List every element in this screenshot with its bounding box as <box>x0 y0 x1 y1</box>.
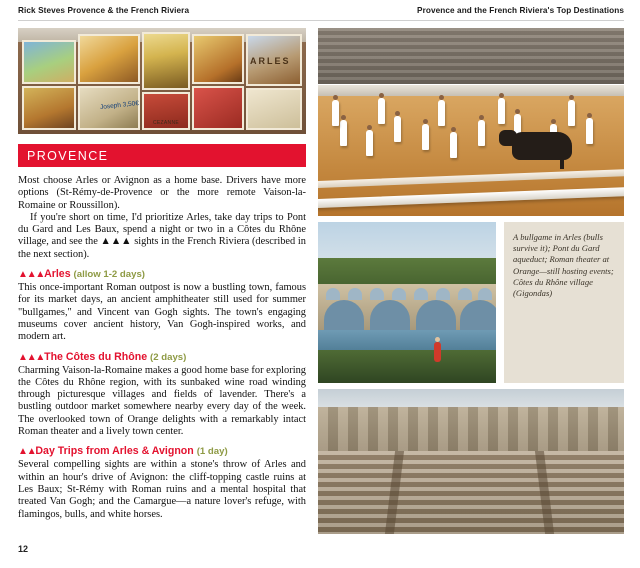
intro-paragraph-2: If you're short on time, I'd prioritize Arles, take day trips to Pont du Gard and Les Baux, spend a night or two in a Côtes du Rhône village, and see the ▲▲▲ sights in the French Riviera (described in the next section). <box>18 211 306 260</box>
photo-riverbank <box>318 350 496 383</box>
entry-text-arles: This once-important Roman outpost is now a bustling town, famous for its market days, an ancient amphitheater still used for summer "bullgames," and Vincent van Gogh sights. The town's engaging museums cover ancient history, Van Gogh-inspired works, and modern art. <box>18 282 306 343</box>
photo-bull <box>512 132 572 160</box>
photo-seat-rows <box>318 451 624 534</box>
page-number: 12 <box>18 544 29 554</box>
photo-arch-small <box>370 288 384 300</box>
photo-runner <box>478 120 485 146</box>
painting-tile <box>192 86 244 130</box>
rating-triangles: ▲▲▲ <box>18 269 45 281</box>
photo-arch-large <box>370 300 410 330</box>
running-head <box>0 0 640 26</box>
painting-tile <box>142 92 190 130</box>
photo-runner <box>422 124 429 150</box>
photo-arch-large <box>460 300 496 330</box>
photo-runner <box>586 118 593 144</box>
entry-heading-cotes-du-rhone <box>18 351 306 364</box>
photo-arch-small <box>414 288 428 300</box>
entry-duration: (1 day) <box>196 446 228 458</box>
rating-triangles: ▲▲▲ <box>18 351 45 363</box>
intro-paragraph-1: Most choose Arles or Avignon as a home base. Drivers have more options (St-Rémy-de-Provence or the more remote Vaison-la-Romaine or Roussillon). <box>18 175 306 211</box>
photo-stage-columns <box>318 407 624 455</box>
arles-bullgame-photo <box>318 28 624 216</box>
painting-tile <box>22 40 76 84</box>
painting-tile <box>192 34 244 84</box>
photo-runner <box>332 100 339 126</box>
entry-name: Arles <box>44 268 71 281</box>
photo-arch-large <box>416 300 456 330</box>
photo-runner <box>366 130 373 156</box>
right-column <box>318 28 624 534</box>
entry-duration: (2 days) <box>150 351 187 363</box>
photo-runner <box>378 98 385 124</box>
photo-runner <box>498 98 505 124</box>
painting-tile <box>142 32 190 90</box>
photo-caption-text: A bullgame in Arles (bulls survive it); Pont du Gard aqueduct; Roman theater at Orange—still hosting events; Côtes du Rhône village (Gigondas) <box>513 232 614 299</box>
photo-arch-small <box>348 288 362 300</box>
photo-runner <box>450 132 457 158</box>
photo-person <box>434 342 441 362</box>
left-column <box>18 28 306 521</box>
photo-caption-box <box>504 222 624 383</box>
photo-runner <box>394 116 401 142</box>
arles-market-paintings-photo <box>18 28 306 134</box>
photo-stand-rows <box>318 28 624 86</box>
photo-aqueduct <box>318 284 496 330</box>
photo-arch-small <box>326 288 340 300</box>
photo-arch-small <box>458 288 472 300</box>
rating-triangles: ▲▲ <box>18 446 36 458</box>
photo-runner <box>438 100 445 126</box>
entry-heading-arles <box>18 268 306 281</box>
running-head-left: Rick Steves Provence & the French Riviera <box>18 6 190 15</box>
running-head-rule <box>18 20 624 21</box>
entry-text-day-trips: Several compelling sights are within a stone's throw of Arles and within an hour's drive of Avignon: the cliff-topping castle ruins at Les Baux; St-Rémy with Roman ruins and a mental hospital that treated Van Gogh; and the Camargue—a nature lover's refuge, with flamingos, bulls, and white horses. <box>18 459 306 520</box>
section-banner <box>18 144 306 167</box>
photo-arch-small <box>392 288 406 300</box>
entry-duration: (allow 1-2 days) <box>73 269 145 281</box>
arles-sign-text: ARLES <box>250 56 291 66</box>
photo-arch-small <box>436 288 450 300</box>
painting-tile <box>22 86 76 130</box>
section-banner-label: PROVENCE <box>27 148 109 163</box>
photo-arch-large <box>324 300 364 330</box>
painting-small-label: CEZANNE <box>153 120 179 126</box>
orange-roman-theater-photo <box>318 389 624 534</box>
entry-name: The Côtes du Rhône <box>44 350 148 363</box>
photo-arch-small <box>478 288 492 300</box>
entry-name: Day Trips from Arles & Avignon <box>35 445 194 458</box>
price-tag-text: Joseph 3,50€ <box>99 99 140 112</box>
photo-runner <box>340 120 347 146</box>
painting-tile <box>78 34 140 84</box>
intro-text <box>18 175 306 261</box>
entry-heading-day-trips <box>18 445 306 458</box>
painting-tile <box>246 88 302 130</box>
entry-text-cotes-du-rhone: Charming Vaison-la-Romaine makes a good home base for exploring the Côtes du Rhône region, with its sunbaked wine road winding through picturesque villages and fields of lavender. There's a bustling outdoor market somewhere nearby every day of the week. The overlooked town of Orange delights with a remarkably intact Roman theater and a lively town center. <box>18 364 306 438</box>
photo-runner <box>568 100 575 126</box>
pont-du-gard-aqueduct-photo <box>318 222 496 383</box>
running-head-right: Provence and the French Riviera's Top Destinations <box>417 6 624 15</box>
